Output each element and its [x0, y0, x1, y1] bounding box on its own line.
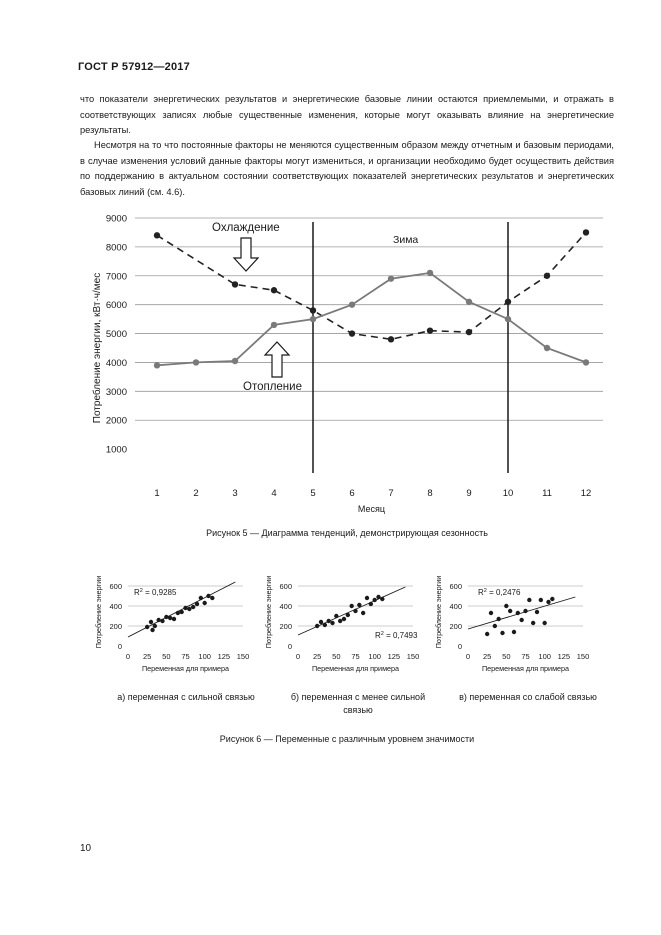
scatter-point [353, 609, 357, 613]
scatter-x-tick-label: 125 [557, 652, 571, 661]
x-tick-label: 7 [388, 488, 394, 499]
scatter-trend-line [298, 587, 405, 635]
x-tick-label: 3 [232, 488, 238, 499]
scatter-point [179, 610, 183, 614]
scatter-x-tick-label: 0 [125, 652, 131, 661]
scatter-point [334, 614, 338, 618]
data-point-cooling [154, 232, 160, 238]
annotation-cooling: Охлаждение [212, 222, 280, 234]
scatter-x-tick-label: 25 [142, 652, 152, 661]
scatter-x-axis-label: Переменная для примера [481, 664, 570, 673]
scatter-x-tick-label: 50 [502, 652, 511, 661]
scatter-y-tick-label: 0 [117, 642, 122, 651]
standard-header: ГОСТ Р 57912—2017 [78, 61, 190, 73]
scatter-y-tick-label: 0 [457, 642, 462, 651]
scatter-x-tick-label: 125 [387, 652, 401, 661]
scatter-b-chart [260, 568, 430, 680]
data-point-cooling [505, 299, 511, 305]
scatter-point [191, 605, 195, 609]
scatter-point [153, 624, 157, 628]
scatter-y-axis-label: Потребление энергии [94, 575, 103, 649]
scatter-y-tick-label: 600 [109, 582, 122, 591]
scatter-point [512, 630, 516, 634]
scatter-point [323, 623, 327, 627]
scatter-x-axis-label: Переменная для примера [311, 664, 400, 673]
r-squared-label: $R^2 = 0,2476$ [478, 588, 521, 597]
y-tick-label: 2000 [105, 415, 127, 427]
data-point-heating [349, 301, 355, 307]
scatter-point [508, 609, 512, 613]
data-point-heating [232, 358, 238, 364]
x-tick-label: 4 [271, 488, 277, 499]
figure6-sub-a: а) переменная с сильной связью [117, 692, 255, 702]
y-tick-label: 6000 [105, 300, 127, 312]
figure6-sub-b: б) переменная с менее сильной связью [290, 692, 426, 715]
paragraph-1: что показатели энергетических результатов и энергетические базовые линии остаются приемлемыми, и отражать в соответствующих записях любые существенные изменения, которые могут оказывать влияние на энергетические результаты. [80, 94, 614, 135]
scatter-point [489, 611, 493, 615]
data-point-heating [505, 316, 511, 322]
scatter-point [168, 616, 172, 620]
scatter-point [206, 594, 210, 598]
scatter-a-chart [90, 568, 260, 680]
scatter-point [539, 598, 543, 602]
data-point-heating [154, 362, 160, 368]
scatter-point [361, 611, 365, 615]
y-tick-label: 8000 [105, 242, 127, 254]
data-point-heating [427, 270, 433, 276]
scatter-point [550, 597, 554, 601]
scatter-point [342, 617, 346, 621]
data-point-cooling [271, 287, 277, 293]
scatter-x-tick-label: 100 [538, 652, 551, 661]
y-tick-label: 9000 [105, 213, 127, 225]
y-tick-label: 5000 [105, 329, 127, 341]
data-point-heating [583, 359, 589, 365]
scatter-point [150, 628, 154, 632]
data-point-cooling [427, 327, 433, 333]
y-tick-label: 3000 [105, 386, 127, 398]
data-point-heating [544, 345, 550, 351]
scatter-point [357, 603, 361, 607]
scatter-y-tick-label: 200 [109, 622, 122, 631]
x-tick-label: 10 [502, 488, 514, 499]
scatter-trend-line [468, 597, 575, 629]
scatter-x-tick-label: 50 [162, 652, 171, 661]
scatter-point [164, 615, 168, 619]
scatter-point [542, 621, 546, 625]
scatter-x-tick-label: 25 [312, 652, 322, 661]
scatter-point [176, 611, 180, 615]
x-tick-label: 11 [542, 488, 552, 499]
scatter-x-tick-label: 150 [576, 652, 590, 661]
arrow-up-icon [265, 342, 289, 377]
scatter-point [500, 631, 504, 635]
scatter-y-axis-label: Потребление энергии [434, 575, 443, 649]
scatter-point [535, 610, 539, 614]
scatter-point [315, 624, 319, 628]
data-point-heating [466, 299, 472, 305]
scatter-point [531, 621, 535, 625]
scatter-point [195, 602, 199, 606]
data-point-heating [271, 322, 277, 328]
paragraph-2-text: Несмотря на то что постоянные факторы не меняются существенным образом между отчетным и базовым периодами, в случае изменения условий данные факторы могут измениться, и организации необходимо будет осуществить действия по поддержанию в актуальном состоянии соответствующих показателей энергетических результатов и энергетических базовых линий (см. 4.6). [80, 140, 614, 197]
x-tick-label: 2 [193, 488, 199, 499]
scatter-y-tick-label: 400 [449, 602, 462, 611]
x-axis-label: Месяц [357, 504, 386, 514]
scatter-y-axis-label: Потребление энергии [264, 575, 273, 649]
scatter-point [145, 625, 149, 629]
paragraph-2 [80, 138, 614, 200]
scatter-point [546, 600, 550, 604]
scatter-point [172, 617, 176, 621]
scatter-y-tick-label: 600 [449, 582, 462, 591]
scatter-point [523, 609, 527, 613]
scatter-x-tick-label: 75 [351, 652, 360, 661]
scatter-point [349, 604, 353, 608]
scatter-point [187, 607, 191, 611]
scatter-point [380, 597, 384, 601]
scatter-point [369, 602, 373, 606]
scatter-point [160, 619, 164, 623]
scatter-point [210, 596, 214, 600]
figure5-caption: Рисунок 5 — Диаграмма тенденций, демонстрирующая сезонность [206, 528, 488, 538]
annotation-heating: Отопление [243, 381, 302, 393]
scatter-point [376, 595, 380, 599]
x-tick-label: 6 [349, 488, 355, 499]
scatter-point [346, 613, 350, 617]
x-tick-label: 9 [466, 488, 472, 499]
scatter-x-tick-label: 100 [368, 652, 381, 661]
data-point-heating [193, 359, 199, 365]
x-tick-label: 5 [310, 488, 316, 499]
scatter-point [330, 621, 334, 625]
y-tick-label: 4000 [105, 357, 127, 369]
data-point-cooling [310, 307, 316, 313]
scatter-point [202, 601, 206, 605]
data-point-cooling [388, 336, 394, 342]
y-tick-label: 7000 [105, 271, 127, 283]
data-point-cooling [466, 329, 472, 335]
data-point-cooling [583, 229, 589, 235]
data-point-heating [388, 275, 394, 281]
x-tick-label: 8 [427, 488, 433, 499]
scatter-x-tick-label: 0 [465, 652, 471, 661]
scatter-y-tick-label: 600 [279, 582, 292, 591]
scatter-x-tick-label: 50 [332, 652, 341, 661]
scatter-x-tick-label: 125 [217, 652, 231, 661]
scatter-point [149, 620, 153, 624]
data-point-heating [310, 316, 316, 322]
scatter-point [504, 604, 508, 608]
scatter-point [199, 596, 203, 600]
y-axis-label: Потребление энергии, кВт·ч/мес [92, 272, 103, 424]
scatter-x-tick-label: 25 [482, 652, 492, 661]
page-number: 10 [80, 843, 92, 854]
scatter-x-tick-label: 0 [295, 652, 301, 661]
x-tick-label: 1 [154, 488, 160, 499]
y-tick-label: 1000 [105, 444, 127, 456]
scatter-point [519, 618, 523, 622]
scatter-point [319, 620, 323, 624]
scatter-x-tick-label: 75 [181, 652, 190, 661]
scatter-point [485, 632, 489, 636]
scatter-x-tick-label: 75 [521, 652, 530, 661]
series-line-cooling [157, 232, 586, 339]
scatter-c-chart [430, 568, 600, 680]
scatter-point [338, 619, 342, 623]
scatter-point [183, 606, 187, 610]
scatter-y-tick-label: 400 [279, 602, 292, 611]
series-line-heating [157, 273, 586, 365]
arrow-down-icon [234, 238, 258, 271]
scatter-x-tick-label: 150 [406, 652, 420, 661]
data-point-cooling [544, 273, 550, 279]
scatter-point [496, 617, 500, 621]
figure6-sub-c: в) переменная со слабой связью [459, 692, 597, 702]
scatter-y-tick-label: 200 [279, 622, 292, 631]
trend-chart [0, 200, 661, 530]
figure6-caption: Рисунок 6 — Переменные с различным уровнем значимости [219, 734, 475, 744]
scatter-y-tick-label: 0 [287, 642, 292, 651]
x-tick-label: 12 [580, 488, 592, 499]
scatter-y-tick-label: 200 [449, 622, 462, 631]
scatter-point [516, 611, 520, 615]
scatter-y-tick-label: 400 [109, 602, 122, 611]
scatter-point [156, 618, 160, 622]
scatter-point [527, 598, 531, 602]
r-squared-label: $R^2 = 0,7493$ [375, 631, 418, 640]
scatter-point [372, 598, 376, 602]
scatter-x-tick-label: 100 [198, 652, 211, 661]
scatter-x-tick-label: 150 [236, 652, 250, 661]
r-squared-label: $R^2 = 0,9285$ [134, 588, 177, 597]
scatter-point [365, 596, 369, 600]
scatter-point [326, 619, 330, 623]
data-point-cooling [349, 330, 355, 336]
scatter-point [493, 624, 497, 628]
scatter-x-axis-label: Переменная для примера [141, 664, 230, 673]
annotation-winter: Зима [393, 234, 419, 246]
data-point-cooling [232, 281, 238, 287]
